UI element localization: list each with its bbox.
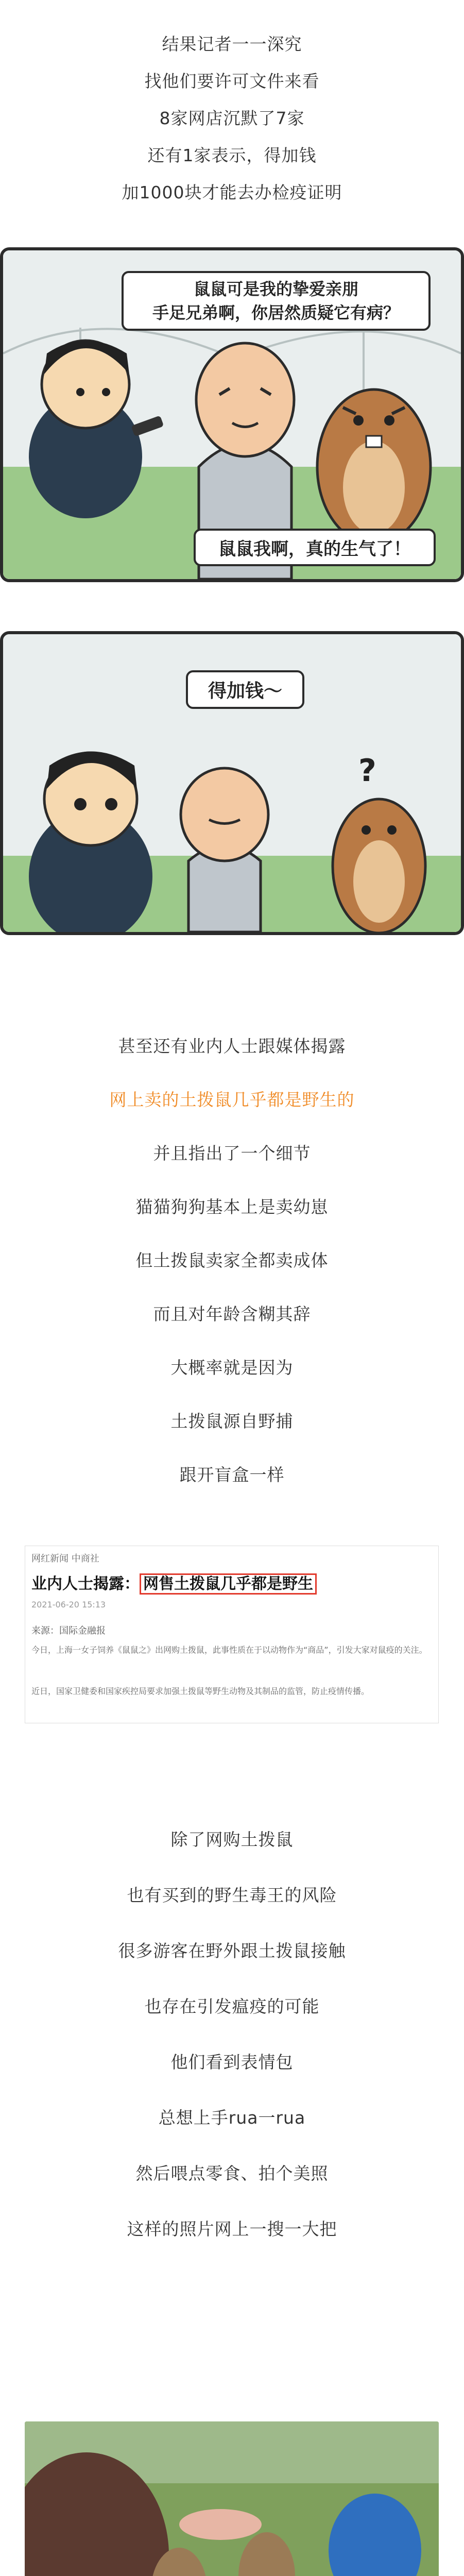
lower-line: 这样的照片网上一搜一大把	[127, 2219, 337, 2239]
news-clipping	[25, 1546, 439, 1723]
lower-line: 总想上手rua一rua	[158, 2108, 306, 2128]
lower-line: 除了网购土拨鼠	[170, 1829, 294, 1850]
middle-line: 跟开盲盒一样	[179, 1465, 285, 1485]
middle-line: 甚至还有业内人士跟媒体揭露	[118, 1036, 346, 1056]
middle-line: 而且对年龄含糊其辞	[153, 1304, 311, 1324]
lower-line: 他们看到表情包	[170, 2052, 294, 2072]
middle-line: 土拨鼠源自野捕	[170, 1411, 294, 1431]
middle-line: 猫猫狗狗基本上是卖幼崽	[135, 1197, 329, 1217]
intro-line: 还有1家表示，得加钱	[147, 145, 317, 165]
speech-bubble-bottom: 鼠鼠我啊，真的生气了！	[194, 529, 436, 566]
middle-line: 但土拨鼠卖家全都卖成体	[135, 1250, 329, 1270]
comic-panel-pay-more	[0, 631, 464, 935]
tourist-feeding-photo	[25, 2421, 439, 2576]
question-mark: ?	[358, 753, 376, 789]
lower-line: 也有买到的野生毒王的风险	[127, 1885, 337, 1905]
speech-bubble-top: 鼠鼠可是我的挚爱亲朋 手足兄弟啊，你居然质疑它有病？	[122, 271, 431, 331]
news-source: 来源：国际金融报	[31, 1625, 106, 1636]
news-headline-left: 业内人士揭露：	[31, 1575, 140, 1593]
news-meta: 2021-06-20 15:13	[31, 1600, 106, 1609]
lower-line: 然后喂点零食、拍个美照	[135, 2163, 329, 2183]
intro-line: 结果记者一一深究	[162, 34, 302, 54]
intro-line: 8家网店沉默了7家	[159, 108, 305, 128]
marmot-figure-2	[333, 799, 425, 932]
middle-line: 网上卖的土拨鼠几乎都是野生的	[109, 1090, 355, 1110]
news-paragraph-2: 近日，国家卫健委和国家疾控局要求加强土拨鼠等野生动物及其制品的监管，防止疫情传播。	[31, 1686, 370, 1696]
news-paragraph-1: 今日，上海一女子饲养《鼠鼠之》出网购土拨鼠，此事性质在于以动物作为“商品”，引发大家对鼠疫的关注。	[31, 1645, 427, 1655]
marmot-figure	[317, 389, 431, 544]
speech-bubble-pay: 得加钱～	[186, 670, 304, 709]
lower-line: 很多游客在野外跟土拨鼠接触	[118, 1941, 346, 1961]
middle-line: 并且指出了一个细节	[153, 1143, 311, 1163]
lower-line: 也存在引发瘟疫的可能	[144, 1996, 320, 2016]
comic-panel-angry-marmot	[0, 247, 464, 582]
news-tag: 网红新闻 中商社	[31, 1553, 99, 1564]
intro-line: 找他们要许可文件来看	[144, 71, 320, 91]
news-headline-highlight: 网售土拨鼠几乎都是野生	[140, 1573, 317, 1595]
middle-line: 大概率就是因为	[170, 1358, 294, 1378]
intro-line: 加1000块才能去办检疫证明	[122, 182, 342, 202]
